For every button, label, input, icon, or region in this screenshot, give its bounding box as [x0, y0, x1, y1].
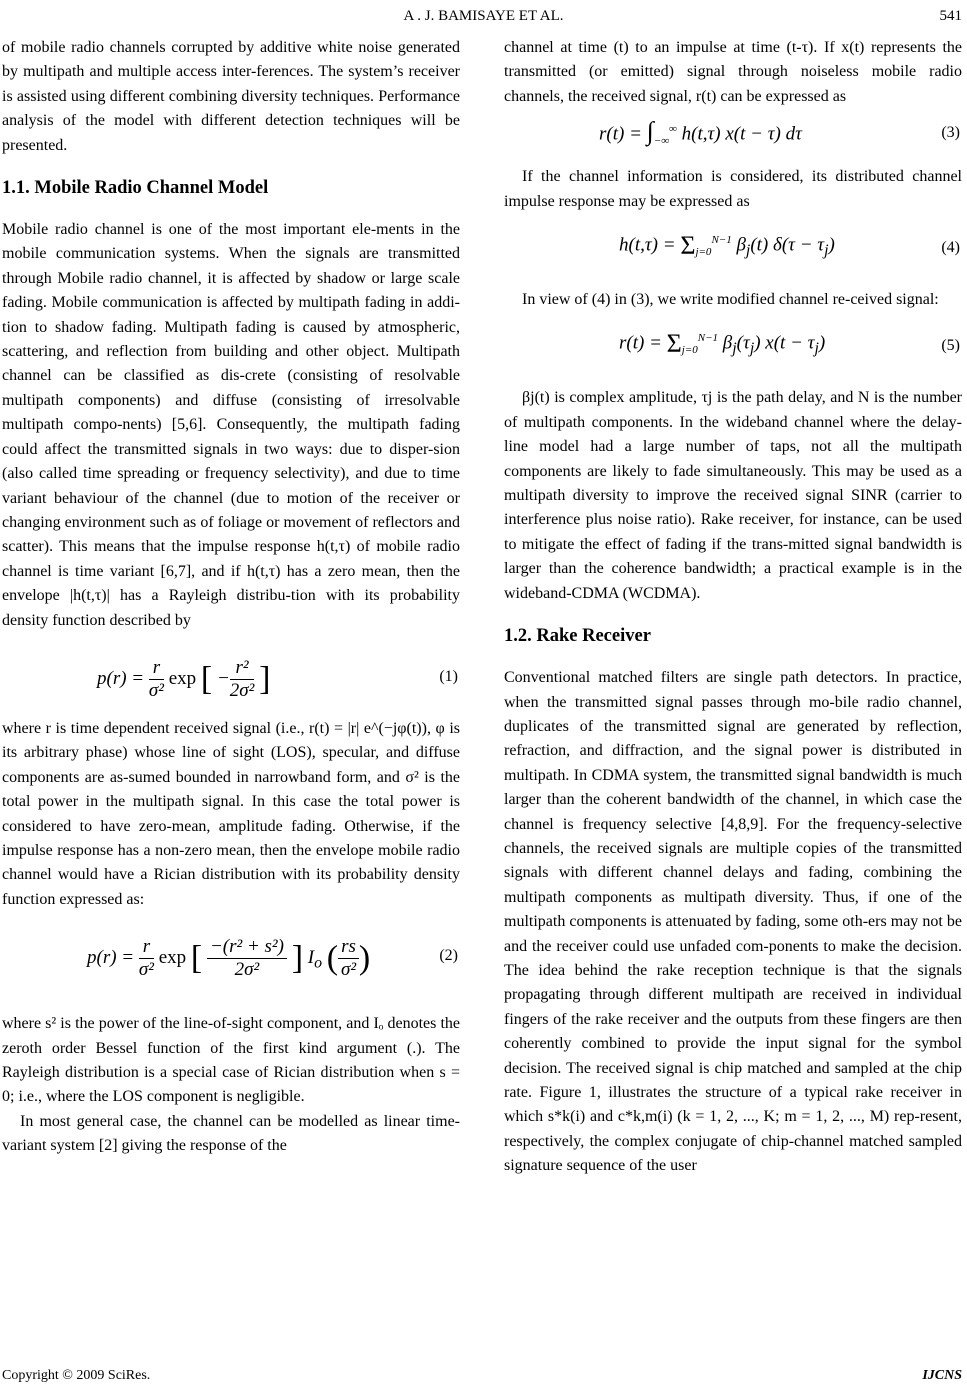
paragraph: In most general case, the channel can be modelled as linear time-variant system [2] giving the response of the: [2, 1112, 460, 1155]
left-column: [2, 36, 460, 1159]
paragraph: If the channel information is considered, its distributed channel impulse response may be expressed as: [504, 168, 962, 210]
paragraph: In view of (4) in (3), we write modified channel re-ceived signal:: [522, 291, 939, 309]
equation-number: (4): [941, 239, 960, 257]
equation-1: [2, 643, 460, 707]
equation-2: [2, 922, 460, 1002]
running-head: A . J. BAMISAYE ET AL.: [403, 8, 564, 24]
equation-5-expression: $r(t) = \Sigma_{j=0}^{N-1}$ $\beta_j(\tau_j) x(t - \tau_j)$: [619, 329, 826, 359]
equation-2-expression: p(r) = $\frac{r}{\text{σ²}}$ exp [ $\frac{\text{−(r² + s²)}}{\text{2σ²}}$ ] $I_o$ ( $\frac{rs}{\text{σ²}}$ ): [87, 936, 371, 981]
page-header: [0, 0, 967, 30]
copyright-notice: Copyright © 2009 SciRes.: [2, 1368, 151, 1383]
paragraph: where s² is the power of the line-of-sight component, and Iₒ denotes the zeroth order Bessel function of the first kind argument (.). The Rayleigh distribution is a special case of Rician distribution when s = 0; i.e., where the LOS component is negligible.: [2, 1015, 460, 1106]
equation-number: (2): [439, 947, 458, 965]
paragraph: βj(t) is complex amplitude, τj is the path delay, and N is the number of multipath components. In the wideband channel where the delay-line model had a large number of taps, not all the multipath components are likely to fade simultaneously. This may be used as a multipath diversity to improve the received signal SINR (carrier to interference plus noise ratio). Rake receiver, for instance, can be used to mitigate the effect of fading if the trans-mitted signal bandwidth is larger than the coherence bandwidth; a practical example is in the wideband-CDMA (WCDMA).: [504, 389, 962, 602]
page-number: 541: [939, 8, 962, 24]
section-heading: 1.1. Mobile Radio Channel Model: [2, 178, 269, 199]
right-column: [504, 36, 962, 1179]
equation-number: (3): [941, 124, 960, 142]
equation-number: (1): [439, 667, 458, 685]
equation-number: (5): [941, 337, 960, 355]
paragraph: of mobile radio channels corrupted by additive white noise generated by multipath and multiple access inter-ferences. The system’s receiver is assisted using different combining diversity techniques. Performance analysis of the model with different detection techniques will be presented.: [2, 39, 460, 154]
paragraph: Mobile radio channel is one of the most important ele-ments in the mobile communication systems. When the signals are transmitted through Mobile radio channel, it is affected by shadow or large scale fading. Mobile communication is affected by multipath fading in addi-tion to shadow fading. Multipath fading is caused by atmospheric, scattering, and reflection from building and other object. Multipath channel can be classified as dis-crete (consisting of resolvable multipath components) and diffuse (consisting of irresolvable multipath compo-nents) [5,6]. Consequently, the multipath fading could affect the transmitted signals in two ways: due to disper-sion (also called time spreading or frequency selectivity), and due to time variant behaviour of the channel (due to motion of the receiver or changing environment such as of foliage or movement of reflectors and scatter). This means that the impulse response h(t,τ) of mobile radio channel is time variant [6,7], and if h(t,τ) has a zero mean, then the envelope |h(t,τ)| has a Rayleigh distribu-tion with its probability density function described by: [2, 221, 460, 629]
equation-1-expression: p(r) = $\frac{r}{\text{σ²}}$ exp [ − $\frac{\text{r²}}{\text{2σ²}}$ ]: [97, 656, 271, 701]
paragraph: where r is time dependent received signal (i.e., r(t) = |r| e^(−jφ(t)), φ is its arbitrary phase) whose line of sight (LOS), specular, and diffuse components are as-sumed bounded in narrowband form, and σ² is the total power in the multipath signal. In this case the total power is considered to have zero-mean, amplitude fading. Otherwise, if the impulse response has a non-zero mean, then the envelope mobile radio channel would have a Rician distribution with its probability density function expressed as:: [2, 719, 460, 908]
equation-4: [504, 214, 962, 278]
paragraph: channel at time (t) to an impulse at time (t-τ). If x(t) represents the transmitted (or emitted) signal through noiseless mobile radio channels, the received signal, r(t) can be expressed as: [504, 39, 962, 105]
equation-3-expression: $r(t) = \int_{-\infty}^\infty$ h(t,τ) x(t − τ) dτ: [599, 116, 802, 148]
equation-5: [504, 312, 962, 376]
equation-3: [504, 109, 962, 155]
journal-abbreviation: IJCNS: [922, 1368, 962, 1383]
equation-4-expression: $h(t,\tau) = \Sigma_{j=0}^{N-1}$ $\beta_j(t) \delta(\tau - \tau_j)$: [619, 230, 835, 260]
paragraph: Conventional matched filters are single path detectors. In practice, when the transmitted signal passes through mo-bile radio channel, duplicates of the transmitted signal are generated by reflection, refraction, and diffraction, and the signal power is distributed in multipath. In CDMA system, the transmitted signal bandwidth is much larger than the coherent bandwidth of the channel, in which case the channel is frequency selective [4,8,9]. For the frequency-selective channels, the received signals are multiple copies of the transmitted signals with different channel delays and fading, combining the multipath components as multipath diversity. Thus, if one of the multipath components is attenuated by fading, some oth-ers may not be and the receiver could use unfaded com-ponents to make the decision. The idea behind the rake reception technique is that the signals propagating through different multipath are received in individual fingers of the rake receiver and the outputs from these fingers are then coherently combined to provide the input signal for the symbol decision. The received signal is chip matched and sampled at the chip rate. Figure 1, illustrates the structure of a typical rake receiver in which s*k(i) and c*k,m(i) (k = 1, 2, ..., K; m = 1, 2, ..., M) rep-resent, respectively, the complex conjugate of chip-channel matched sampled signature sequence of the user: [504, 669, 962, 1175]
section-heading: 1.2. Rake Receiver: [504, 626, 651, 647]
